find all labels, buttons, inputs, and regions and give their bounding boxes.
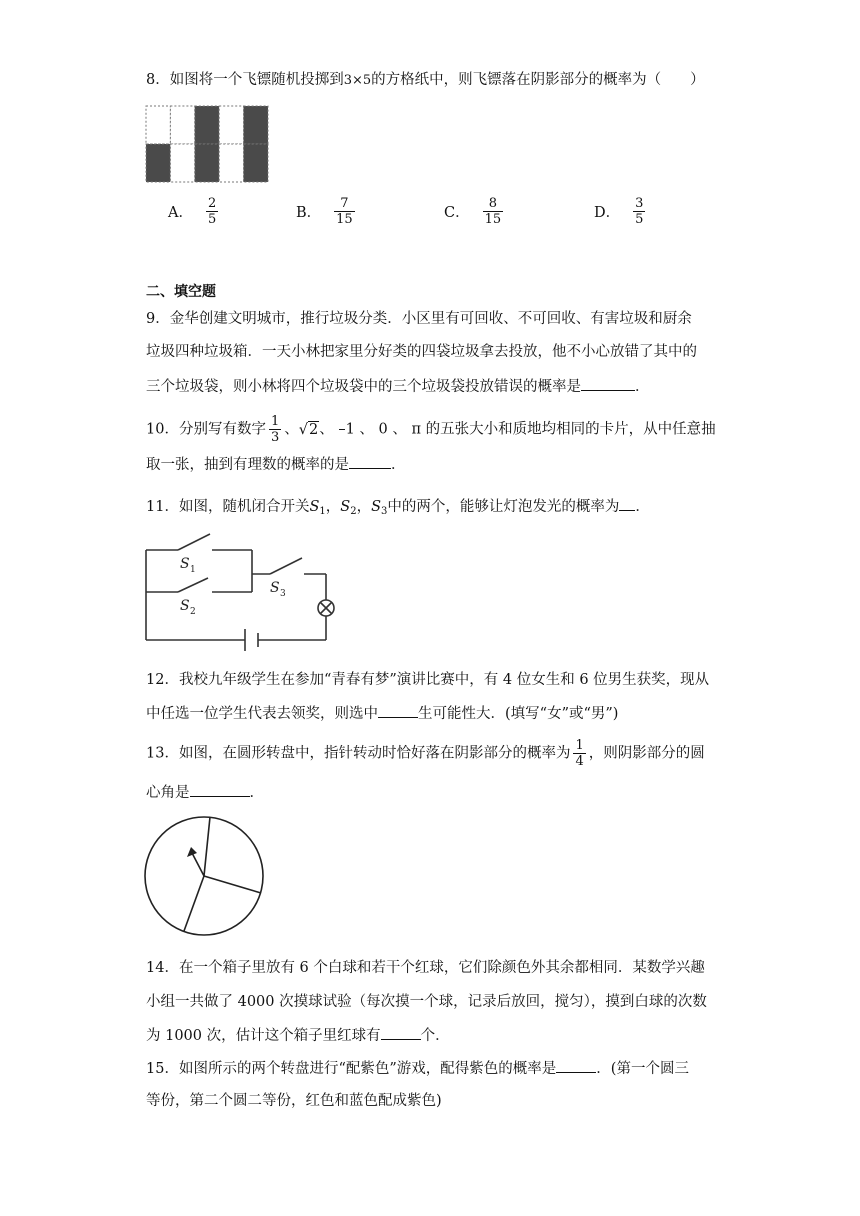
q13-spinner-diagram <box>143 815 265 937</box>
option-fraction: $\frac{7}{15}$ <box>336 196 353 227</box>
shaded-cell <box>195 106 219 144</box>
empty-cell <box>170 106 194 144</box>
q12-line1: 12．我校九年级学生在参加“青春有梦”演讲比赛中，有 4 位女生和 6 位男生获奖，现从 <box>146 672 710 688</box>
q13-line1: 13．如图，在圆形转盘中，指针转动时恰好落在阴影部分的概率为 $\frac{1}{4}$ ，则阴影部分的圆 <box>146 738 705 769</box>
option-fraction: $\frac{2}{5}$ <box>207 196 217 227</box>
section-heading: 二、填空题 <box>146 284 216 300</box>
q14-line3: 为 1000 次，估计这个箱子里红球有 个． <box>146 1025 450 1046</box>
q14-line1: 14．在一个箱子里放有 6 个白球和若干个红球，它们除颜色外其余都相同．某数学兴趣 <box>146 960 705 976</box>
q9-line2: 垃圾四种垃圾箱．一天小林把家里分好类的四袋垃圾拿去投放，他不小心放错了其中的 <box>146 344 697 360</box>
q10-line2: 取一张，抽到有理数的概率的是 ． <box>146 454 406 475</box>
s1-sub: 1 <box>190 565 196 575</box>
q8-option-d <box>594 196 648 227</box>
empty-cell <box>219 106 243 144</box>
option-label: C． <box>444 205 470 221</box>
s3-sub: 3 <box>280 589 286 599</box>
option-label: B． <box>296 205 322 221</box>
empty-cell <box>170 144 194 182</box>
q8-text <box>146 70 705 91</box>
q14-line2: 小组一共做了 4000 次摸球试验（每次摸一个球，记录后放回，搅匀），摸到白球的次数 <box>146 994 707 1010</box>
s2-sub: 2 <box>190 607 196 617</box>
q11-circuit-diagram <box>140 530 340 650</box>
q8-option-b <box>296 196 358 227</box>
q12-line2: 中任选一位学生代表去领奖，则选中 生可能性大．(填写“女”或“男”) <box>146 703 618 724</box>
shaded-cell <box>244 106 268 144</box>
shaded-cell <box>195 144 219 182</box>
answer-blank[interactable] <box>556 1058 596 1073</box>
option-label: A． <box>168 205 193 221</box>
pointer-arrow-icon <box>187 847 197 857</box>
answer-blank[interactable] <box>349 454 391 469</box>
shaded-cell <box>146 144 170 182</box>
q9-line3: 三个垃圾袋，则小林将四个垃圾袋中的三个垃圾袋投放错误的概率是 ． <box>146 376 650 397</box>
empty-cell <box>219 144 243 182</box>
option-fraction: $\frac{8}{15}$ <box>484 196 502 227</box>
q8-option-a <box>168 196 221 227</box>
answer-blank[interactable] <box>190 782 250 797</box>
q8-text-before: 8．如图将一个飞镖随机投掷到 <box>146 72 344 88</box>
shaded-cell <box>244 144 268 182</box>
q15-line2: 等份，第二个圆二等份，红色和蓝色配成紫色) <box>146 1093 442 1109</box>
q10-line1: 10．分别写有数字 $\frac{1}{3}$ 、√2、 –1 、 0 、 π 的五张大小和质地均相同的卡片，从中任意抽 <box>146 414 716 445</box>
option-fraction: $\frac{3}{5}$ <box>635 196 644 227</box>
answer-blank[interactable] <box>581 376 635 391</box>
s3-label: S <box>270 580 280 596</box>
fraction-one-third: $\frac{1}{3}$ <box>270 414 280 445</box>
s1-label: S <box>180 556 190 572</box>
answer-blank[interactable] <box>378 703 418 718</box>
q9-line1: 9．金华创建文明城市，推行垃圾分类．小区里有可回收、不可回收、有害垃圾和厨余 <box>146 311 692 327</box>
fraction-one-quarter: $\frac{1}{4}$ <box>575 738 584 769</box>
q8-dims: 3×5 <box>343 73 372 88</box>
q15-line1: 15．如图所示的两个转盘进行“配紫色”游戏，配得紫色的概率是 ．(第一个圆三 <box>146 1058 689 1079</box>
q13-line2: 心角是 ． <box>146 782 264 803</box>
answer-blank[interactable] <box>619 496 635 511</box>
empty-cell <box>146 106 170 144</box>
option-label: D． <box>594 205 621 221</box>
s2-label: S <box>180 598 190 614</box>
sqrt-two: √2 <box>298 421 319 438</box>
q8-grid-figure <box>145 105 269 183</box>
q8-option-c <box>444 196 506 227</box>
answer-blank[interactable] <box>381 1025 421 1040</box>
q11-text: 11．如图，随机闭合开关$S_1$，$S_2$，$S_3$中的两个，能够让灯泡发光的概率为 ． <box>146 496 650 522</box>
q8-text-after: 的方格纸中，则飞镖落在阴影部分的概率为（ ） <box>371 72 705 88</box>
